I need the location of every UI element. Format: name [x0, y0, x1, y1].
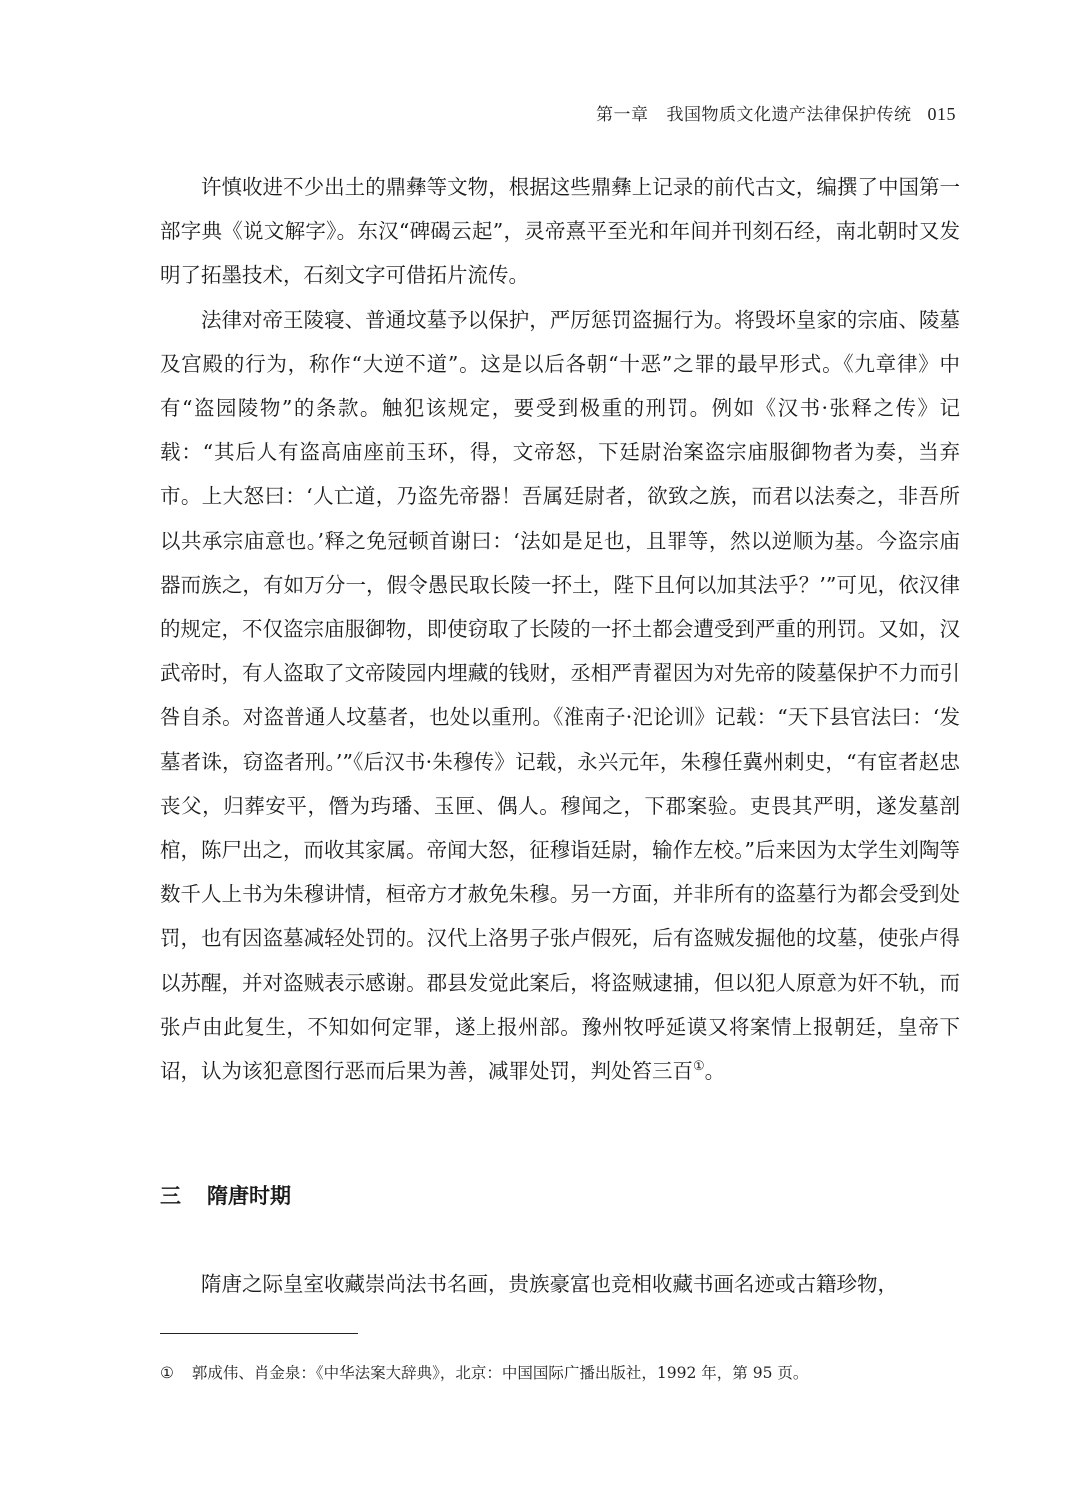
footnote	[160, 1361, 808, 1383]
section-paragraph-1: 隋唐之际皇室收藏崇尚法书名画，贵族豪富也竞相收藏书画名迹或古籍珍物，	[201, 1272, 898, 1296]
page-number: 015	[927, 104, 956, 124]
section-body	[160, 1262, 960, 1306]
body-text	[160, 165, 960, 1093]
paragraph-2-text: 法律对帝王陵寝、普通坟墓予以保护，严厉惩罚盗掘行为。将毁坏皇家的宗庙、陵墓及宫殿的行为，称作“大逆不道”。这是以后各朝“十恶”之罪的最早形式。《九章律》中有“盗园陵物”的条款。触犯该规定，要受到极重的刑罚。例如《汉书·张释之传》记载：“其后人有盗高庙座前玉环，得，文帝怒，下廷尉治案盗宗庙服御物者为奏，当弃市。上大怒曰：‘人亡道，乃盗先帝器！吾属廷尉者，欲致之族，而君以法奏之，非吾所以共承宗庙意也。’释之免冠顿首谢曰：‘法如是足也，且罪等，然以逆顺为基。今盗宗庙器而族之，有如万分一，假令愚民取长陵一抔土，陛下且何以加其法乎？’”可见，依汉律的规定，不仅盗宗庙服御物，即使窃取了长陵的一抔土都会遭受到严重的刑罚。又如，汉武帝时，有人盗取了文帝陵园内埋藏的钱财，丞相严青翟因为对先帝的陵墓保护不力而引咎自杀。对盗普通人坟墓者，也处以重刑。《淮南子·汜论训》记载：“天下县官法曰：‘发墓者诛，窃盗者刑。’”《后汉书·朱穆传》记载，永兴元年，朱穆任冀州刺史，“有宦者赵忠丧父，归葬安平，僭为玙璠、玉匣、偶人。穆闻之，下郡案验。吏畏其严明，遂发墓剖棺，陈尸出之，而收其家属。帝闻大怒，征穆诣廷尉，输作左校。”后来因为太学生刘陶等数千人上书为朱穆讲情，桓帝方才赦免朱穆。另一方面，并非所有的盗墓行为都会受到处罚，也有因盗墓减轻处罚的。汉代上洛男子张卢假死，后有盗贼发掘他的坟墓，使张卢得以苏醒，并对盗贼表示感谢。郡县发觉此案后，将盗贼逮捕，但以犯人原意为奸不轨，而张卢由此复生，不知如何定罪，遂上报州部。豫州牧呼延谟又将案情上报朝廷，皇帝下诏，认为该犯意图行恶而后果为善，减罪处罚，判处笞三百	[160, 307, 960, 1084]
chapter-title: 我国物质文化遗产法律保护传统	[666, 105, 912, 125]
footnote-divider	[160, 1333, 358, 1334]
footnote-mark: ①	[160, 1364, 174, 1382]
section-heading	[160, 1180, 291, 1210]
running-head	[596, 100, 956, 125]
paragraph-1: 许慎收进不少出土的鼎彝等文物，根据这些鼎彝上记录的前代古文，编撰了中国第一部字典《说文解字》。东汉“碑碣云起”，灵帝熹平至光和年间并刊刻石经，南北朝时又发明了拓墨技术，石刻文字可借拓片流传。	[160, 175, 960, 288]
section-title: 隋唐时期	[207, 1184, 291, 1208]
footnote-reference[interactable]: ①	[693, 1059, 705, 1075]
section-number: 三	[160, 1184, 181, 1208]
chapter-label: 第一章	[596, 105, 649, 125]
footnote-text: 郭成伟、肖金泉：《中华法案大辞典》，北京：中国国际广播出版社，1992 年，第 95 页。	[191, 1364, 809, 1382]
paragraph-2-end: 。	[704, 1059, 726, 1084]
paragraph-2	[160, 298, 960, 1094]
